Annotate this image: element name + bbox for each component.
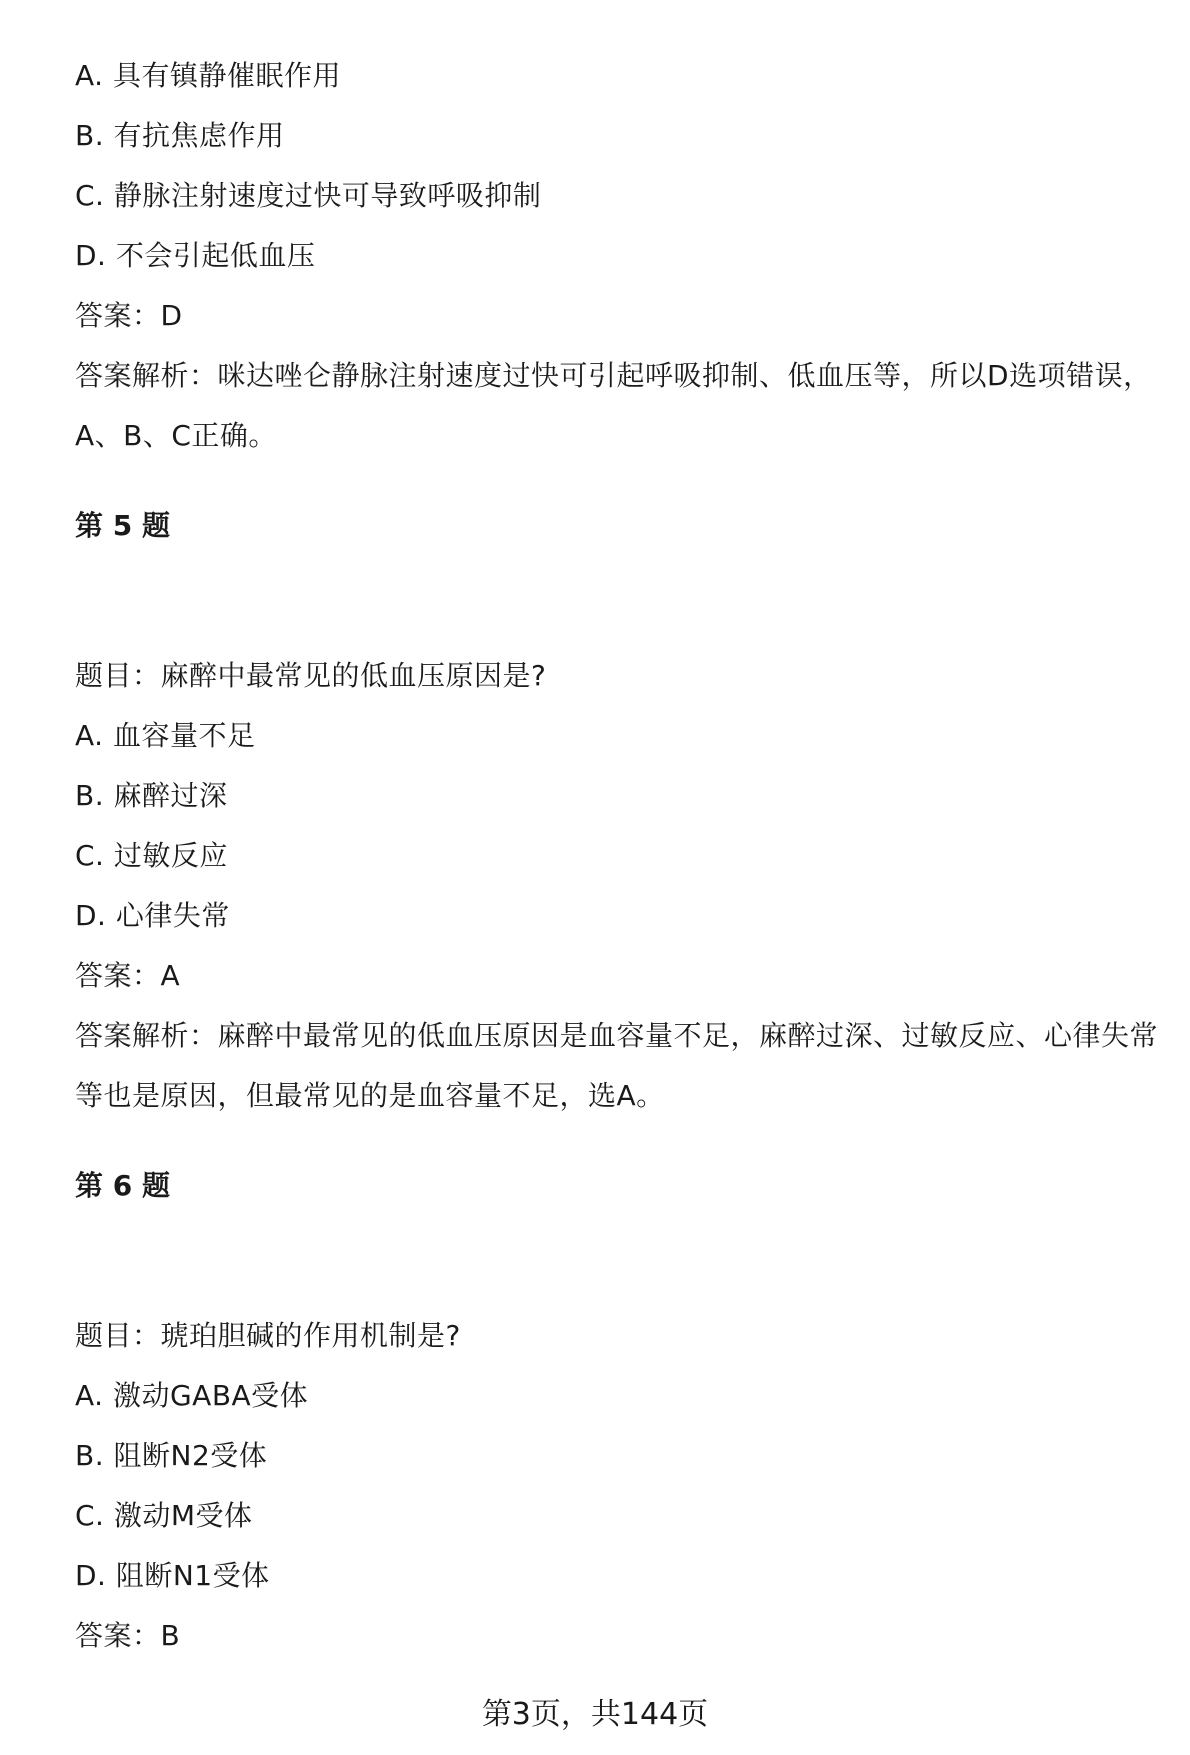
- page-content: [75, 46, 1165, 1666]
- option-d: D. 心律失常: [75, 899, 230, 932]
- option-d: D. 阻断N1受体: [75, 1559, 270, 1592]
- option-a: A. 激动GABA受体: [75, 1379, 309, 1412]
- answer-explanation: 答案解析：咪达唑仑静脉注射速度过快可引起呼吸抑制、低血压等，所以D选项错误，A、B、C正确。: [75, 359, 1152, 452]
- question-6: [75, 1156, 1165, 1666]
- option-b: B. 麻醉过深: [75, 779, 228, 812]
- question-text: 题目：琥珀胆碱的作用机制是?: [75, 1319, 461, 1352]
- question-4-tail: [75, 46, 1165, 466]
- answer: 答案：B: [75, 1619, 181, 1652]
- question-heading: 第 6 题: [75, 1169, 170, 1202]
- option-b: B. 有抗焦虑作用: [75, 119, 285, 152]
- option-b: B. 阻断N2受体: [75, 1439, 268, 1472]
- spacer: [75, 1216, 1165, 1306]
- option-c: C. 过敏反应: [75, 839, 228, 872]
- question-text: 题目：麻醉中最常见的低血压原因是?: [75, 659, 547, 692]
- answer: 答案：A: [75, 959, 181, 992]
- question-heading: 第 5 题: [75, 509, 170, 542]
- answer-explanation: 答案解析：麻醉中最常见的低血压原因是血容量不足，麻醉过深、过敏反应、心律失常等也是原因，但最常见的是血容量不足，选A。: [75, 1019, 1159, 1112]
- option-a: A. 血容量不足: [75, 719, 256, 752]
- option-c: C. 激动M受体: [75, 1499, 253, 1532]
- option-c: C. 静脉注射速度过快可导致呼吸抑制: [75, 179, 542, 212]
- option-a: A. 具有镇静催眠作用: [75, 59, 341, 92]
- option-d: D. 不会引起低血压: [75, 239, 316, 272]
- spacer: [75, 556, 1165, 646]
- question-5: [75, 496, 1165, 1126]
- answer: 答案：D: [75, 299, 183, 332]
- page-indicator: 第3页，共144页: [481, 1697, 709, 1732]
